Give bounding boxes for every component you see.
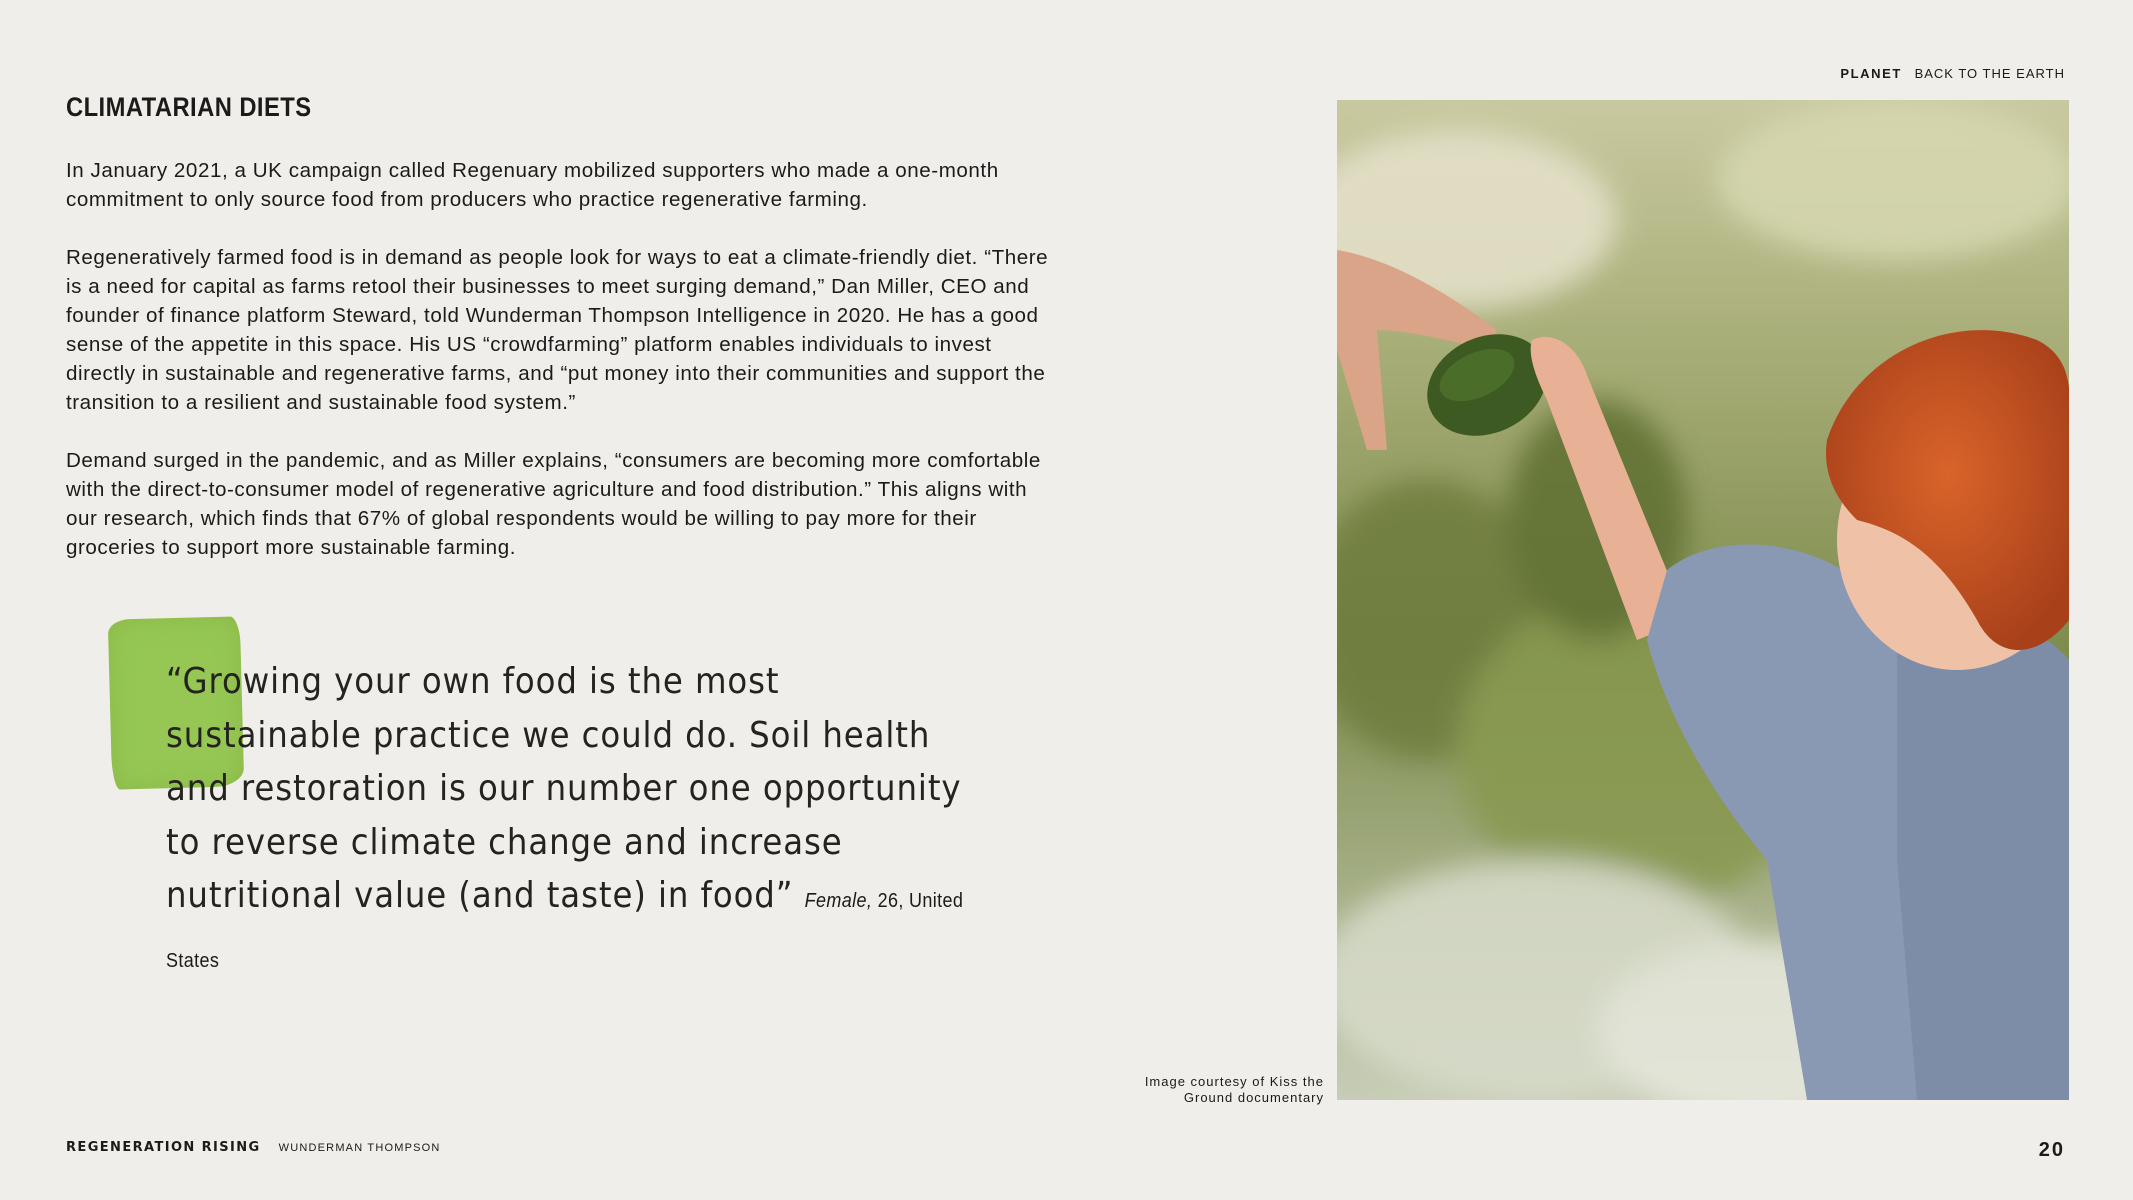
section-tag [1840,66,2065,81]
organization-name: WUNDERMAN THOMPSON [278,1142,441,1154]
section-label: PLANET [1840,66,1902,81]
page-number: 20 [2038,1139,2065,1161]
publication-name: REGENERATION RISING [66,1140,261,1155]
paragraph-2: Regeneratively farmed food is in demand as people look for ways to eat a climate-friendly diet. “There is a need for capital as farms retool their businesses to meet surging demand,” Dan Miller, CEO and founder of finance platform Steward, told Wunderman Thompson Intelligence in 2020. He has a good sense of the appetite in this space. His US “crowdfarming” platform enables individuals to invest directly in sustainable and regenerative farms, and “put money into their communities and support the transition to a resilient and sustainable food system.” [66,246,1049,414]
subsection-label: BACK TO THE EARTH [1914,66,2065,81]
photo-child-avocado [1337,100,2069,1100]
article-title: CLIMATARIAN DIETS [66,92,312,122]
attribution-details: 26, United States [166,890,964,972]
paragraph-1: In January 2021, a UK campaign called Regenuary mobilized supporters who made a one-month commitment to only source food from producers who practice regenerative farming. [66,159,999,211]
footer-brand [66,1140,441,1155]
quote-text: “Growing your own food is the most sustainable practice we could do. Soil health and restoration is our number one opportunity to reverse climate change and increase nutritional value (and taste) in food” [166,661,962,916]
photo-illustration [1337,100,2069,1100]
attribution-gender: Female, [804,890,873,912]
pull-quote [166,655,976,988]
photo-caption: Image courtesy of Kiss the Ground documentary [1144,1074,1324,1105]
article-body [66,156,1061,591]
paragraph-3: Demand surged in the pandemic, and as Miller explains, “consumers are becoming more comfortable with the direct-to-consumer model of regenerative agriculture and food distribution.” This aligns with our research, which finds that 67% of global respondents would be willing to pay more for their groceries to support more sustainable farming. [66,449,1041,559]
